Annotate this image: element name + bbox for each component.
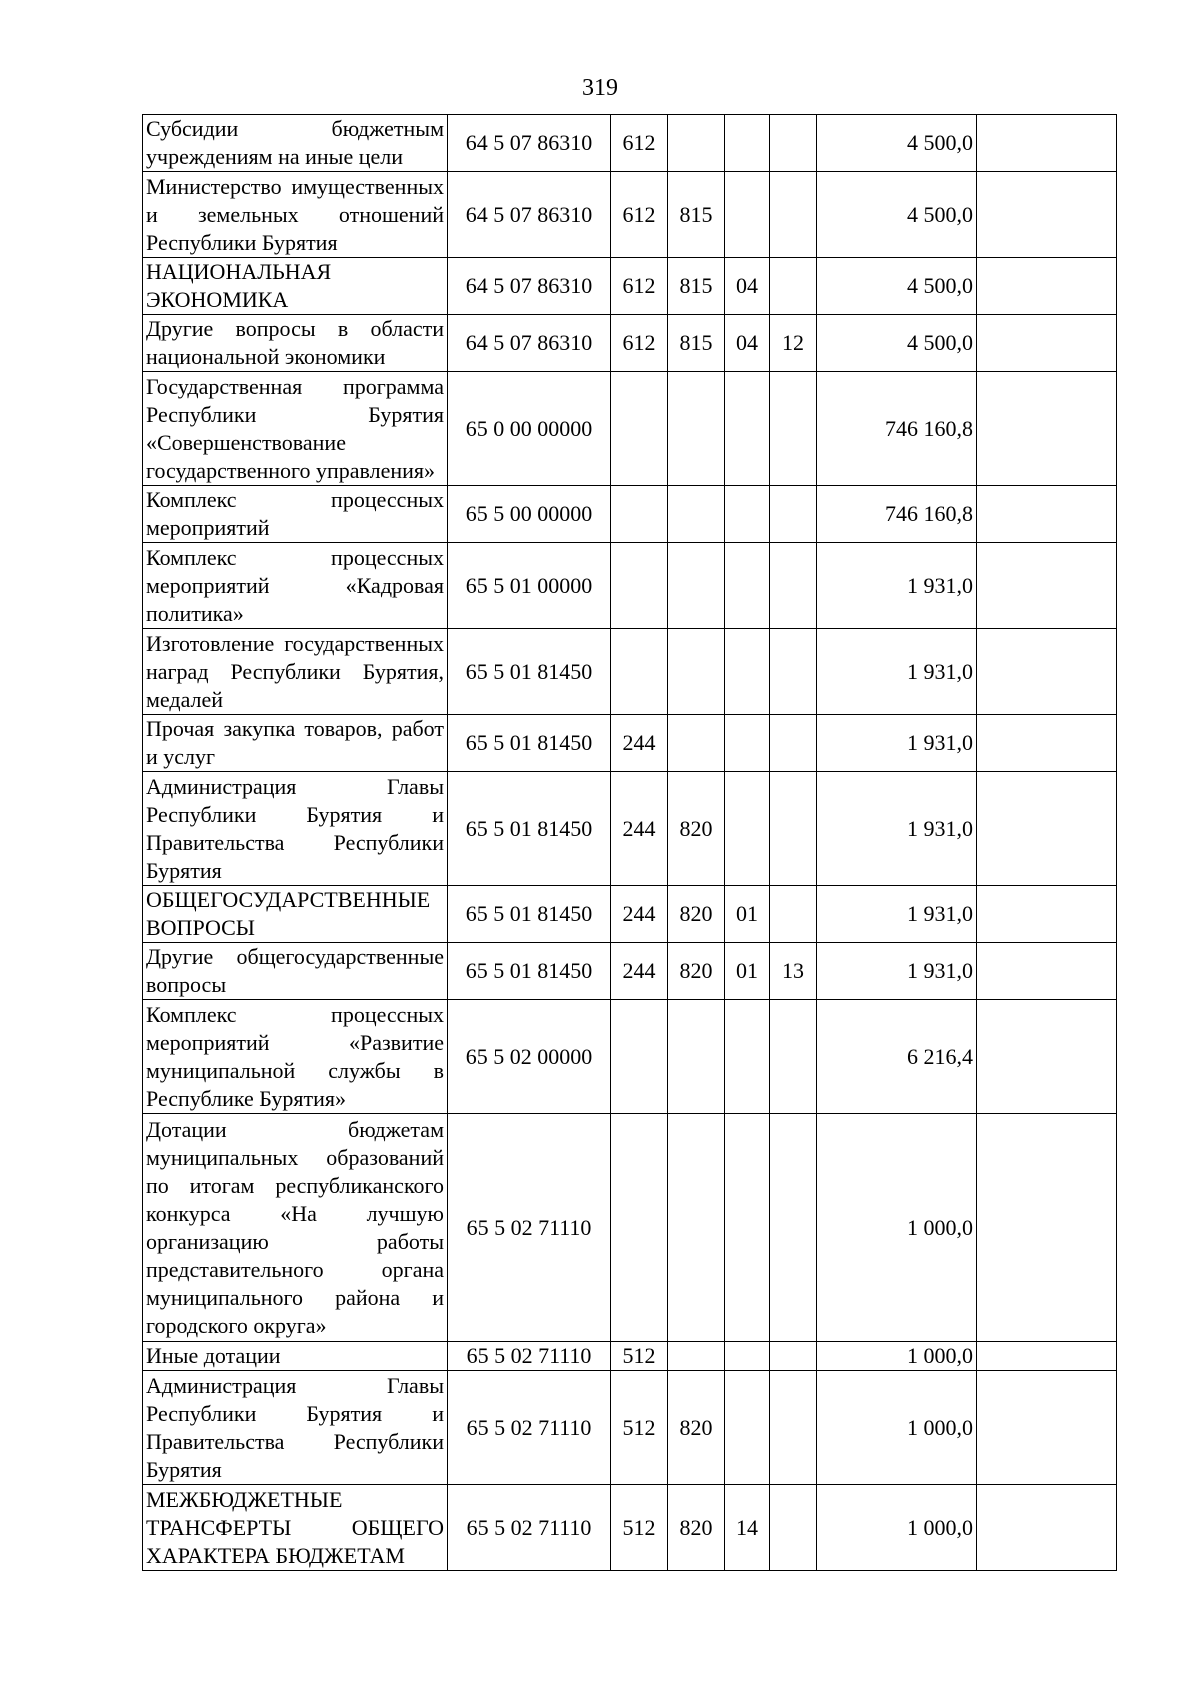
ministry-code-cell: 820 <box>668 1371 725 1485</box>
table-row <box>143 258 1117 315</box>
ministry-code-cell: 815 <box>668 172 725 258</box>
target-code-cell: 64 5 07 86310 <box>448 315 611 372</box>
subsection-code-cell <box>770 772 817 886</box>
empty-cell <box>977 315 1117 372</box>
target-code-cell: 65 5 01 00000 <box>448 543 611 629</box>
expense-type-code-cell <box>611 1000 668 1114</box>
ministry-code-cell: 820 <box>668 886 725 943</box>
target-code-cell: 65 5 00 00000 <box>448 486 611 543</box>
table-row <box>143 486 1117 543</box>
empty-cell <box>977 543 1117 629</box>
amount-cell: 6 216,4 <box>817 1000 977 1114</box>
row-name-cell: Другие общегосударственные вопросы <box>143 943 448 1000</box>
empty-cell <box>977 1371 1117 1485</box>
target-code-cell: 65 5 01 81450 <box>448 943 611 1000</box>
row-name-cell: Администрация Главы Республики Бурятия и Правительства Республики Бурятия <box>143 772 448 886</box>
section-code-cell <box>725 1342 770 1371</box>
ministry-code-cell <box>668 486 725 543</box>
section-code-cell <box>725 1371 770 1485</box>
expense-type-code-cell: 612 <box>611 258 668 315</box>
subsection-code-cell <box>770 1342 817 1371</box>
table-row <box>143 543 1117 629</box>
row-name-cell: Другие вопросы в области национальной экономики <box>143 315 448 372</box>
expense-type-code-cell: 512 <box>611 1485 668 1571</box>
section-code-cell <box>725 172 770 258</box>
subsection-code-cell <box>770 258 817 315</box>
ministry-code-cell: 820 <box>668 772 725 886</box>
section-code-cell: 01 <box>725 943 770 1000</box>
table-row <box>143 943 1117 1000</box>
expense-type-code-cell: 512 <box>611 1371 668 1485</box>
row-name-cell: Субсидии бюджетным учреждениям на иные цели <box>143 115 448 172</box>
amount-cell: 1 931,0 <box>817 943 977 1000</box>
subsection-code-cell <box>770 172 817 258</box>
section-code-cell <box>725 372 770 486</box>
amount-cell: 1 931,0 <box>817 629 977 715</box>
table-row <box>143 1114 1117 1342</box>
row-name-cell: Изготовление государственных наград Республики Бурятия, медалей <box>143 629 448 715</box>
subsection-code-cell: 13 <box>770 943 817 1000</box>
subsection-code-cell <box>770 115 817 172</box>
ministry-code-cell <box>668 543 725 629</box>
target-code-cell: 64 5 07 86310 <box>448 115 611 172</box>
table-row <box>143 1485 1117 1571</box>
page-number: 319 <box>582 75 618 101</box>
expense-type-code-cell: 512 <box>611 1342 668 1371</box>
section-code-cell: 04 <box>725 315 770 372</box>
target-code-cell: 65 5 01 81450 <box>448 629 611 715</box>
section-code-cell <box>725 1114 770 1342</box>
subsection-code-cell <box>770 1485 817 1571</box>
expense-type-code-cell <box>611 486 668 543</box>
row-name-cell: Администрация Главы Республики Бурятия и Правительства Республики Бурятия <box>143 1371 448 1485</box>
table-row <box>143 372 1117 486</box>
target-code-cell: 65 5 02 71110 <box>448 1114 611 1342</box>
empty-cell <box>977 1114 1117 1342</box>
table-row <box>143 115 1117 172</box>
subsection-code-cell <box>770 486 817 543</box>
expense-type-code-cell: 244 <box>611 772 668 886</box>
amount-cell: 1 931,0 <box>817 886 977 943</box>
empty-cell <box>977 943 1117 1000</box>
table-row <box>143 1371 1117 1485</box>
amount-cell: 4 500,0 <box>817 258 977 315</box>
expense-type-code-cell: 612 <box>611 115 668 172</box>
empty-cell <box>977 715 1117 772</box>
amount-cell: 4 500,0 <box>817 315 977 372</box>
empty-cell <box>977 486 1117 543</box>
row-name-cell: Комплекс процессных мероприятий «Развитие муниципальной службы в Республике Бурятия» <box>143 1000 448 1114</box>
empty-cell <box>977 1000 1117 1114</box>
expense-type-code-cell <box>611 372 668 486</box>
expense-type-code-cell <box>611 543 668 629</box>
row-name-cell: НАЦИОНАЛЬНАЯ ЭКОНОМИКА <box>143 258 448 315</box>
target-code-cell: 65 5 02 71110 <box>448 1371 611 1485</box>
budget-table <box>142 114 1117 1571</box>
amount-cell: 1 000,0 <box>817 1342 977 1371</box>
table-row <box>143 1342 1117 1371</box>
row-name-cell: Комплекс процессных мероприятий <box>143 486 448 543</box>
section-code-cell <box>725 772 770 886</box>
ministry-code-cell <box>668 1000 725 1114</box>
subsection-code-cell <box>770 629 817 715</box>
ministry-code-cell: 815 <box>668 258 725 315</box>
empty-cell <box>977 629 1117 715</box>
subsection-code-cell <box>770 543 817 629</box>
empty-cell <box>977 172 1117 258</box>
amount-cell: 1 931,0 <box>817 715 977 772</box>
amount-cell: 4 500,0 <box>817 115 977 172</box>
ministry-code-cell <box>668 715 725 772</box>
row-name-cell: Дотации бюджетам муниципальных образований по итогам республиканского конкурса «На лучшую организацию работы представительного органа муниципального района и городского округа» <box>143 1114 448 1342</box>
table-row <box>143 886 1117 943</box>
section-code-cell: 01 <box>725 886 770 943</box>
target-code-cell: 64 5 07 86310 <box>448 258 611 315</box>
empty-cell <box>977 772 1117 886</box>
ministry-code-cell: 815 <box>668 315 725 372</box>
subsection-code-cell: 12 <box>770 315 817 372</box>
subsection-code-cell <box>770 1000 817 1114</box>
ministry-code-cell <box>668 372 725 486</box>
subsection-code-cell <box>770 886 817 943</box>
expense-type-code-cell: 612 <box>611 315 668 372</box>
row-name-cell: Иные дотации <box>143 1342 448 1371</box>
target-code-cell: 65 5 02 00000 <box>448 1000 611 1114</box>
ministry-code-cell <box>668 629 725 715</box>
expense-type-code-cell: 612 <box>611 172 668 258</box>
section-code-cell <box>725 629 770 715</box>
row-name-cell: ОБЩЕГОСУДАРСТВЕННЫЕ ВОПРОСЫ <box>143 886 448 943</box>
ministry-code-cell: 820 <box>668 943 725 1000</box>
subsection-code-cell <box>770 1114 817 1342</box>
section-code-cell <box>725 486 770 543</box>
empty-cell <box>977 1342 1117 1371</box>
row-name-cell: Прочая закупка товаров, работ и услуг <box>143 715 448 772</box>
expense-type-code-cell <box>611 1114 668 1342</box>
amount-cell: 1 000,0 <box>817 1371 977 1485</box>
table-row <box>143 629 1117 715</box>
amount-cell: 1 000,0 <box>817 1114 977 1342</box>
subsection-code-cell <box>770 715 817 772</box>
row-name-cell: Государственная программа Республики Бурятия «Совершенствование государственного управления» <box>143 372 448 486</box>
row-name-cell: Комплекс процессных мероприятий «Кадровая политика» <box>143 543 448 629</box>
empty-cell <box>977 372 1117 486</box>
target-code-cell: 65 5 02 71110 <box>448 1485 611 1571</box>
table-row <box>143 315 1117 372</box>
subsection-code-cell <box>770 1371 817 1485</box>
empty-cell <box>977 1485 1117 1571</box>
section-code-cell <box>725 1000 770 1114</box>
ministry-code-cell: 820 <box>668 1485 725 1571</box>
empty-cell <box>977 886 1117 943</box>
table-row <box>143 715 1117 772</box>
ministry-code-cell <box>668 1342 725 1371</box>
section-code-cell <box>725 543 770 629</box>
row-name-cell: Министерство имущественных и земельных отношений Республики Бурятия <box>143 172 448 258</box>
amount-cell: 746 160,8 <box>817 486 977 543</box>
empty-cell <box>977 115 1117 172</box>
expense-type-code-cell: 244 <box>611 886 668 943</box>
amount-cell: 1 931,0 <box>817 543 977 629</box>
table-row <box>143 172 1117 258</box>
table-row <box>143 772 1117 886</box>
subsection-code-cell <box>770 372 817 486</box>
expense-type-code-cell: 244 <box>611 715 668 772</box>
expense-type-code-cell <box>611 629 668 715</box>
ministry-code-cell <box>668 115 725 172</box>
row-name-cell: МЕЖБЮДЖЕТНЫЕ ТРАНСФЕРТЫ ОБЩЕГО ХАРАКТЕРА БЮДЖЕТАМ <box>143 1485 448 1571</box>
target-code-cell: 65 5 01 81450 <box>448 715 611 772</box>
expense-type-code-cell: 244 <box>611 943 668 1000</box>
ministry-code-cell <box>668 1114 725 1342</box>
empty-cell <box>977 258 1117 315</box>
amount-cell: 1 931,0 <box>817 772 977 886</box>
section-code-cell: 04 <box>725 258 770 315</box>
target-code-cell: 64 5 07 86310 <box>448 172 611 258</box>
amount-cell: 746 160,8 <box>817 372 977 486</box>
target-code-cell: 65 5 01 81450 <box>448 886 611 943</box>
section-code-cell <box>725 115 770 172</box>
target-code-cell: 65 0 00 00000 <box>448 372 611 486</box>
amount-cell: 4 500,0 <box>817 172 977 258</box>
target-code-cell: 65 5 02 71110 <box>448 1342 611 1371</box>
amount-cell: 1 000,0 <box>817 1485 977 1571</box>
target-code-cell: 65 5 01 81450 <box>448 772 611 886</box>
budget-table-body <box>143 115 1117 1571</box>
table-row <box>143 1000 1117 1114</box>
section-code-cell: 14 <box>725 1485 770 1571</box>
section-code-cell <box>725 715 770 772</box>
